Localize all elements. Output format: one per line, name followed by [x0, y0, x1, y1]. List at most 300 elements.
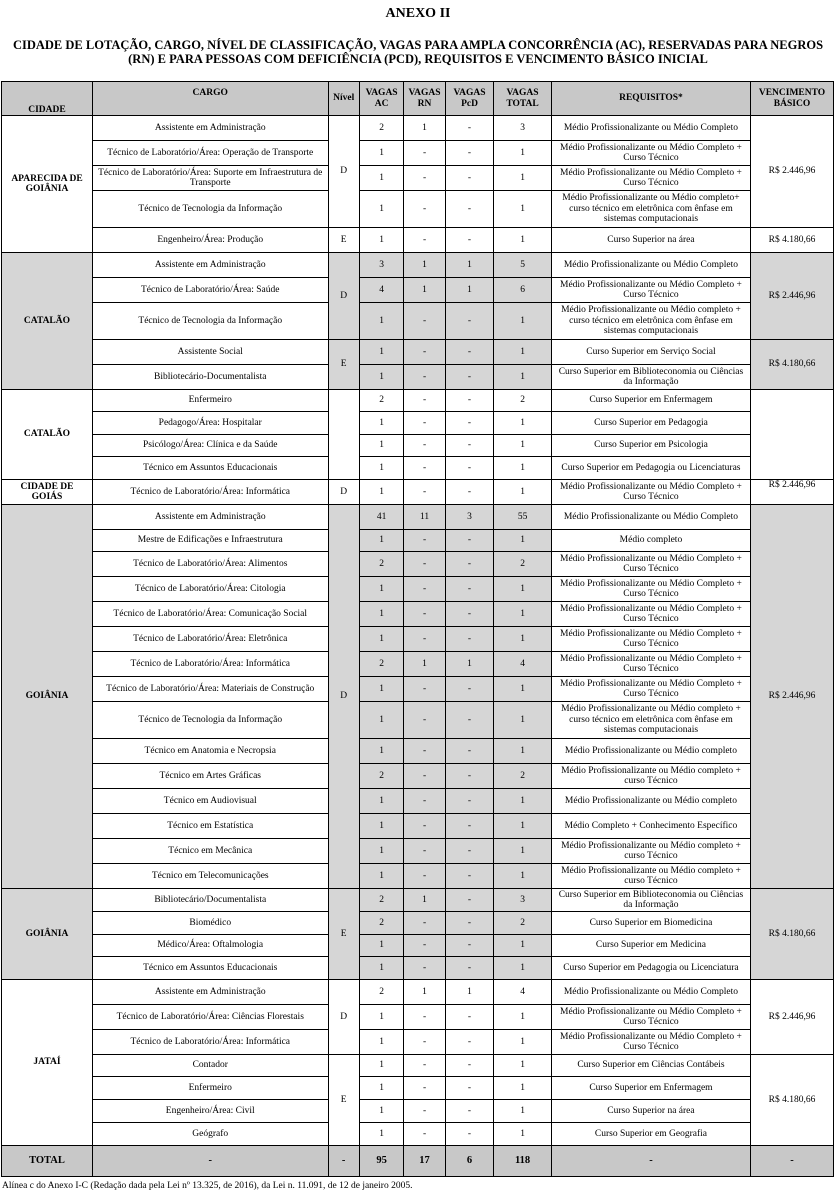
table-row	[2, 365, 834, 390]
vagas-rn-cell: -	[404, 228, 445, 253]
vagas-ac-cell: 1	[359, 814, 403, 839]
cargo-cell: Contador	[92, 1055, 328, 1077]
table-row	[2, 1123, 834, 1146]
city-cell: CATALÃO	[2, 390, 93, 480]
vagas-pcd-cell: -	[445, 789, 494, 814]
vagas-ac-cell: 2	[359, 390, 403, 412]
table-row	[2, 764, 834, 789]
cargo-cell: Técnico de Laboratório/Área: Alimentos	[92, 552, 328, 577]
vagas-ac-cell: 1	[359, 1055, 403, 1077]
vagas-pcd-cell: -	[445, 935, 494, 957]
vagas-total-cell: 1	[494, 814, 552, 839]
vagas-total-cell: 1	[494, 530, 552, 552]
header-cargo: CARGO	[92, 82, 328, 116]
vagas-ac-cell: 2	[359, 980, 403, 1005]
requisitos-cell: Médio Profissionalizante ou Médio completo+ curso técnico em eletrônica com ênfase em sistemas computacionais	[551, 191, 750, 228]
total-vencimento: -	[751, 1146, 834, 1177]
vagas-pcd-cell: -	[445, 889, 494, 912]
requisitos-cell: Médio Profissionalizante ou Médio Completo + Curso Técnico	[551, 1030, 750, 1055]
cargo-cell: Médico/Área: Oftalmologia	[92, 935, 328, 957]
table-row	[2, 253, 834, 278]
vagas-total-cell: 1	[494, 303, 552, 340]
table-row	[2, 505, 834, 530]
vagas-total-cell: 1	[494, 957, 552, 980]
vagas-total-cell: 4	[494, 980, 552, 1005]
cargo-cell: Pedagogo/Área: Hospitalar	[92, 412, 328, 435]
vagas-ac-cell: 1	[359, 1005, 403, 1030]
cargo-cell: Engenheiro/Área: Produção	[92, 228, 328, 253]
requisitos-cell: Médio Profissionalizante ou Médio Completo + Curso Técnico	[551, 278, 750, 303]
city-cell: CATALÃO	[2, 253, 93, 390]
requisitos-cell: Curso Superior em Pedagogia	[551, 412, 750, 435]
vencimento-cell: R$ 2.446,96	[751, 980, 834, 1055]
requisitos-cell: Médio Profissionalizante ou Médio completo + curso Técnico	[551, 839, 750, 864]
cargo-cell: Mestre de Edificações e Infraestrutura	[92, 530, 328, 552]
nivel-cell: D	[328, 505, 359, 889]
total-nivel: -	[328, 1146, 359, 1177]
vagas-rn-cell: -	[404, 1123, 445, 1146]
vagas-ac-cell: 1	[359, 789, 403, 814]
requisitos-cell: Médio Profissionalizante ou Médio Completo + Curso Técnico	[551, 627, 750, 652]
cargo-cell: Assistente em Administração	[92, 505, 328, 530]
nivel-cell: D	[328, 116, 359, 228]
cargo-cell: Técnico de Laboratório/Área: Ciências Florestais	[92, 1005, 328, 1030]
city-cell: CIDADE DE GOIÁS	[2, 480, 93, 505]
nivel-cell: D	[328, 980, 359, 1055]
vagas-pcd-cell: -	[445, 228, 494, 253]
cargo-cell: Enfermeiro	[92, 1077, 328, 1100]
vagas-pcd-cell: -	[445, 1100, 494, 1123]
requisitos-cell: Médio Completo + Conhecimento Específico	[551, 814, 750, 839]
table-row	[2, 739, 834, 764]
vencimento-cell: R$ 2.446,96	[751, 116, 834, 228]
vagas-total-cell: 1	[494, 627, 552, 652]
vagas-ac-cell: 1	[359, 864, 403, 889]
vagas-ac-cell: 1	[359, 1100, 403, 1123]
vagas-pcd-cell: -	[445, 1077, 494, 1100]
vagas-ac-cell: 1	[359, 602, 403, 627]
vagas-total-cell: 1	[494, 839, 552, 864]
vagas-total-cell: 3	[494, 889, 552, 912]
vagas-ac-cell: 1	[359, 1030, 403, 1055]
vagas-total-cell: 6	[494, 278, 552, 303]
cargo-cell: Geógrafo	[92, 1123, 328, 1146]
vagas-rn-cell: -	[404, 839, 445, 864]
table-row	[2, 652, 834, 677]
vagas-rn-cell: -	[404, 166, 445, 191]
vagas-rn-cell: -	[404, 677, 445, 702]
vagas-rn-cell: -	[404, 577, 445, 602]
vagas-pcd-cell: -	[445, 912, 494, 935]
vagas-total-cell: 1	[494, 702, 552, 739]
vagas-rn-cell: -	[404, 912, 445, 935]
cargo-cell: Técnico em Audiovisual	[92, 789, 328, 814]
requisitos-cell: Médio completo	[551, 530, 750, 552]
vencimento-cell: R$ 2.446,96	[751, 253, 834, 340]
vagas-pcd-cell: -	[445, 1030, 494, 1055]
vagas-total-cell: 1	[494, 365, 552, 390]
requisitos-cell: Curso Superior em Serviço Social	[551, 340, 750, 365]
requisitos-cell: Médio Profissionalizante ou Médio completo	[551, 789, 750, 814]
vagas-pcd-cell: -	[445, 839, 494, 864]
table-row	[2, 390, 834, 412]
vagas-total-cell: 1	[494, 1055, 552, 1077]
vagas-rn-cell: -	[404, 1100, 445, 1123]
requisitos-cell: Curso Superior em Ciências Contábeis	[551, 1055, 750, 1077]
header-nivel: Nível	[328, 82, 359, 116]
vagas-ac-cell: 1	[359, 739, 403, 764]
cargo-cell: Assistente em Administração	[92, 253, 328, 278]
vagas-ac-cell: 1	[359, 935, 403, 957]
vagas-rn-cell: -	[404, 435, 445, 457]
vagas-pcd-cell: -	[445, 627, 494, 652]
cargo-cell: Técnico de Tecnologia da Informação	[92, 191, 328, 228]
vagas-rn-cell: -	[404, 552, 445, 577]
cargo-cell: Enfermeiro	[92, 390, 328, 412]
cargo-cell: Assistente em Administração	[92, 116, 328, 141]
requisitos-cell: Médio Profissionalizante ou Médio Completo + Curso Técnico	[551, 577, 750, 602]
vagas-ac-cell: 1	[359, 957, 403, 980]
table-row	[2, 912, 834, 935]
vagas-total-cell: 1	[494, 789, 552, 814]
vagas-rn-cell: 11	[404, 505, 445, 530]
table-row	[2, 864, 834, 889]
vagas-total-cell: 1	[494, 435, 552, 457]
vagas-ac-cell: 1	[359, 166, 403, 191]
table-row	[2, 602, 834, 627]
vagas-pcd-cell: -	[445, 957, 494, 980]
vagas-total-cell: 1	[494, 577, 552, 602]
cargo-cell: Técnico de Laboratório/Área: Operação de Transporte	[92, 141, 328, 166]
vagas-total-cell: 1	[494, 1030, 552, 1055]
cargo-cell: Técnico de Tecnologia da Informação	[92, 702, 328, 739]
cargo-cell: Técnico em Telecomunicações	[92, 864, 328, 889]
requisitos-cell: Curso Superior na área	[551, 228, 750, 253]
vagas-total-cell: 1	[494, 457, 552, 480]
table-row	[2, 789, 834, 814]
vagas-ac-cell: 2	[359, 116, 403, 141]
header-requisitos: REQUISITOS*	[551, 82, 750, 116]
vagas-ac-cell: 1	[359, 141, 403, 166]
vagas-total-cell: 1	[494, 340, 552, 365]
vagas-total-cell: 1	[494, 141, 552, 166]
requisitos-cell: Médio Profissionalizante ou Médio Completo + Curso Técnico	[551, 166, 750, 191]
vagas-rn-cell: -	[404, 739, 445, 764]
requisitos-cell: Médio Profissionalizante ou Médio completo + curso Técnico	[551, 764, 750, 789]
vagas-ac-cell: 1	[359, 1077, 403, 1100]
total-label: TOTAL	[2, 1146, 93, 1177]
vagas-rn-cell: -	[404, 627, 445, 652]
vagas-pcd-cell: -	[445, 303, 494, 340]
requisitos-cell: Médio Profissionalizante ou Médio completo	[551, 739, 750, 764]
table-row	[2, 627, 834, 652]
vagas-rn-cell: -	[404, 864, 445, 889]
vagas-pcd-cell: -	[445, 1005, 494, 1030]
vagas-total-cell: 1	[494, 1077, 552, 1100]
table-row	[2, 980, 834, 1005]
vencimento-cell: R$ 4.180,66	[751, 228, 834, 253]
vagas-total-cell: 1	[494, 1100, 552, 1123]
vagas-ac-cell: 1	[359, 412, 403, 435]
vagas-rn-cell: 1	[404, 980, 445, 1005]
requisitos-cell: Curso Superior na área	[551, 1100, 750, 1123]
vagas-total-cell: 1	[494, 1123, 552, 1146]
vagas-pcd-cell: 1	[445, 980, 494, 1005]
vagas-total-cell: 2	[494, 552, 552, 577]
vagas-total-cell: 1	[494, 677, 552, 702]
vagas-pcd-cell: -	[445, 365, 494, 390]
vagas-pcd-cell: -	[445, 435, 494, 457]
cargo-cell: Bibliotecário/Documentalista	[92, 889, 328, 912]
cargo-cell: Técnico de Laboratório/Área: Saúde	[92, 278, 328, 303]
table-row	[2, 577, 834, 602]
vagas-total-cell: 1	[494, 480, 552, 505]
vagas-rn-cell: -	[404, 457, 445, 480]
vagas-rn-cell: -	[404, 303, 445, 340]
vagas-rn-cell: -	[404, 340, 445, 365]
table-row	[2, 1055, 834, 1077]
table-row	[2, 228, 834, 253]
vagas-total-cell: 1	[494, 864, 552, 889]
cargo-cell: Técnico de Laboratório/Área: Materiais de Construção	[92, 677, 328, 702]
vagas-pcd-cell: -	[445, 340, 494, 365]
cargo-cell: Bibliotecário-Documentalista	[92, 365, 328, 390]
requisitos-cell: Médio Profissionalizante ou Médio Completo + Curso Técnico	[551, 602, 750, 627]
table-row	[2, 1077, 834, 1100]
total-row	[2, 1146, 834, 1177]
table-row	[2, 1005, 834, 1030]
nivel-cell: E	[328, 1055, 359, 1146]
cargo-cell: Assistente Social	[92, 340, 328, 365]
vagas-rn-cell: 1	[404, 278, 445, 303]
vagas-ac-cell: 1	[359, 577, 403, 602]
vagas-ac-cell: 2	[359, 889, 403, 912]
vagas-pcd-cell: 3	[445, 505, 494, 530]
vagas-total-cell: 55	[494, 505, 552, 530]
footnote: Alínea c do Anexo I-C (Redação dada pela Lei nº 13.325, de 2016), da Lei n. 11.091, de 12 de janeiro 2005.	[2, 1181, 413, 1191]
nivel-cell: D	[328, 480, 359, 505]
requisitos-cell: Médio Profissionalizante ou Médio Completo	[551, 116, 750, 141]
requisitos-cell: Curso Superior em Enfermagem	[551, 390, 750, 412]
vagas-ac-cell: 1	[359, 228, 403, 253]
requisitos-cell: Médio Profissionalizante ou Médio Completo	[551, 505, 750, 530]
requisitos-cell: Médio Profissionalizante ou Médio Completo + Curso Técnico	[551, 1005, 750, 1030]
requisitos-cell: Curso Superior em Biomedicina	[551, 912, 750, 935]
vacancy-table	[1, 81, 834, 1177]
requisitos-cell: Médio Profissionalizante ou Médio Completo + Curso Técnico	[551, 652, 750, 677]
vagas-pcd-cell: -	[445, 602, 494, 627]
vagas-ac-cell: 1	[359, 303, 403, 340]
requisitos-cell: Médio Profissionalizante ou Médio Completo + Curso Técnico	[551, 480, 750, 505]
vagas-pcd-cell: -	[445, 166, 494, 191]
table-row	[2, 935, 834, 957]
vagas-total-cell: 1	[494, 412, 552, 435]
vagas-pcd-cell: -	[445, 814, 494, 839]
vagas-pcd-cell: -	[445, 1055, 494, 1077]
vagas-total-cell: 1	[494, 1005, 552, 1030]
vencimento-cell: R$ 4.180,66	[751, 340, 834, 390]
vencimento-cell: R$ 4.180,66	[751, 889, 834, 980]
vagas-ac-cell: 1	[359, 530, 403, 552]
vagas-pcd-cell: -	[445, 412, 494, 435]
vagas-pcd-cell: -	[445, 116, 494, 141]
vencimento-cell	[751, 390, 834, 480]
vagas-ac-cell: 2	[359, 764, 403, 789]
vagas-total-cell: 2	[494, 764, 552, 789]
cargo-cell: Técnico de Laboratório/Área: Eletrônica	[92, 627, 328, 652]
cargo-cell: Técnico de Laboratório/Área: Citologia	[92, 577, 328, 602]
cargo-cell: Psicólogo/Área: Clínica e da Saúde	[92, 435, 328, 457]
vagas-ac-cell: 1	[359, 1123, 403, 1146]
requisitos-cell: Médio Profissionalizante ou Médio Completo + Curso Técnico	[551, 141, 750, 166]
vagas-ac-cell: 1	[359, 839, 403, 864]
vagas-pcd-cell: 1	[445, 253, 494, 278]
table-row	[2, 839, 834, 864]
vagas-pcd-cell: -	[445, 577, 494, 602]
vagas-pcd-cell: 1	[445, 652, 494, 677]
header-vagas-rn: VAGAS RN	[404, 82, 445, 116]
requisitos-cell: Médio Profissionalizante ou Médio Completo + Curso Técnico	[551, 677, 750, 702]
vagas-rn-cell: -	[404, 412, 445, 435]
vagas-rn-cell: -	[404, 390, 445, 412]
cargo-cell: Engenheiro/Área: Civil	[92, 1100, 328, 1123]
vagas-pcd-cell: -	[445, 191, 494, 228]
vagas-rn-cell: -	[404, 764, 445, 789]
table-row	[2, 1030, 834, 1055]
nivel-cell	[328, 390, 359, 480]
cargo-cell: Técnico em Mecânica	[92, 839, 328, 864]
vencimento-cell: R$ 4.180,66	[751, 1055, 834, 1146]
vagas-rn-cell: -	[404, 530, 445, 552]
vagas-rn-cell: -	[404, 191, 445, 228]
page-title: ANEXO II	[385, 6, 451, 21]
vagas-ac-cell: 1	[359, 365, 403, 390]
vagas-total-cell: 1	[494, 191, 552, 228]
vagas-rn-cell: -	[404, 957, 445, 980]
vagas-rn-cell: -	[404, 814, 445, 839]
total-total: 118	[494, 1146, 552, 1177]
vagas-ac-cell: 2	[359, 552, 403, 577]
vagas-rn-cell: -	[404, 1030, 445, 1055]
table-row	[2, 435, 834, 457]
vagas-rn-cell: 1	[404, 116, 445, 141]
vagas-rn-cell: -	[404, 702, 445, 739]
requisitos-cell: Curso Superior em Enfermagem	[551, 1077, 750, 1100]
vagas-total-cell: 1	[494, 935, 552, 957]
vagas-pcd-cell: -	[445, 390, 494, 412]
total-ac: 95	[359, 1146, 403, 1177]
vagas-rn-cell: -	[404, 1077, 445, 1100]
cargo-cell: Técnico em Estatística	[92, 814, 328, 839]
cargo-cell: Assistente em Administração	[92, 980, 328, 1005]
nivel-cell: E	[328, 228, 359, 253]
vagas-ac-cell: 3	[359, 253, 403, 278]
vagas-total-cell: 1	[494, 166, 552, 191]
city-cell: GOIÂNIA	[2, 505, 93, 889]
table-row	[2, 116, 834, 141]
cargo-cell: Técnico de Laboratório/Área: Suporte em Infraestrutura de Transporte	[92, 166, 328, 191]
table-row	[2, 957, 834, 980]
table-row	[2, 141, 834, 166]
requisitos-cell: Curso Superior em Pedagogia ou Licenciatura	[551, 957, 750, 980]
table-header-row	[2, 82, 834, 116]
vagas-rn-cell: 1	[404, 253, 445, 278]
header-vagas-pcd: VAGAS PcD	[445, 82, 494, 116]
cargo-cell: Técnico em Artes Gráficas	[92, 764, 328, 789]
city-cell: JATAÍ	[2, 980, 93, 1146]
total-requisitos: -	[551, 1146, 750, 1177]
vagas-ac-cell: 2	[359, 652, 403, 677]
total-rn: 17	[404, 1146, 445, 1177]
requisitos-cell: Médio Profissionalizante ou Médio Completo	[551, 980, 750, 1005]
requisitos-cell: Médio Profissionalizante ou Médio Completo + Curso Técnico	[551, 552, 750, 577]
vagas-ac-cell: 1	[359, 702, 403, 739]
vagas-pcd-cell: -	[445, 530, 494, 552]
requisitos-cell: Curso Superior em Biblioteconomia ou Ciências da Informação	[551, 889, 750, 912]
vagas-rn-cell: -	[404, 365, 445, 390]
vagas-pcd-cell: -	[445, 457, 494, 480]
vagas-pcd-cell: -	[445, 141, 494, 166]
vagas-ac-cell: 1	[359, 435, 403, 457]
requisitos-cell: Médio Profissionalizante ou Médio completo + curso técnico em eletrônica com ênfase em sistemas computacionais	[551, 702, 750, 739]
requisitos-cell: Curso Superior em Biblioteconomia ou Ciências da Informação	[551, 365, 750, 390]
city-cell: APARECIDA DE GOIÂNIA	[2, 116, 93, 253]
requisitos-cell: Médio Profissionalizante ou Médio Completo	[551, 253, 750, 278]
table-row	[2, 677, 834, 702]
table-row	[2, 303, 834, 340]
vagas-pcd-cell: -	[445, 739, 494, 764]
vagas-pcd-cell: -	[445, 480, 494, 505]
vagas-total-cell: 2	[494, 390, 552, 412]
cargo-cell: Técnico de Tecnologia da Informação	[92, 303, 328, 340]
cargo-cell: Técnico em Anatomia e Necropsia	[92, 739, 328, 764]
table-row	[2, 552, 834, 577]
total-cargo: -	[92, 1146, 328, 1177]
vagas-rn-cell: -	[404, 1005, 445, 1030]
table-row	[2, 702, 834, 739]
total-pcd: 6	[445, 1146, 494, 1177]
vagas-pcd-cell: -	[445, 702, 494, 739]
cargo-cell: Técnico de Laboratório/Área: Comunicação Social	[92, 602, 328, 627]
vagas-rn-cell: -	[404, 1055, 445, 1077]
requisitos-cell: Médio Profissionalizante ou Médio completo + curso Técnico	[551, 864, 750, 889]
vagas-ac-cell: 4	[359, 278, 403, 303]
table-row	[2, 1100, 834, 1123]
table-row	[2, 340, 834, 365]
header-vagas-ac: VAGAS AC	[359, 82, 403, 116]
vagas-ac-cell: 1	[359, 340, 403, 365]
cargo-cell: Técnico em Assuntos Educacionais	[92, 957, 328, 980]
vagas-rn-cell: -	[404, 935, 445, 957]
requisitos-cell: Curso Superior em Psicologia	[551, 435, 750, 457]
vagas-total-cell: 3	[494, 116, 552, 141]
vagas-ac-cell: 1	[359, 457, 403, 480]
vagas-total-cell: 1	[494, 739, 552, 764]
cargo-cell: Técnico de Laboratório/Área: Informática	[92, 480, 328, 505]
nivel-cell: E	[328, 889, 359, 980]
cargo-cell: Técnico de Laboratório/Área: Informática	[92, 652, 328, 677]
page-subtitle: CIDADE DE LOTAÇÃO, CARGO, NÍVEL DE CLASSIFICAÇÃO, VAGAS PARA AMPLA CONCORRÊNCIA (AC), RESERVADAS PARA NEGROS (RN) E PARA PESSOAS COM DEFICIÊNCIA (PCD), REQUISITOS E VENCIMENTO BÁSICO INICIAL	[12, 38, 824, 66]
vagas-pcd-cell: -	[445, 552, 494, 577]
header-vagas-total: VAGAS TOTAL	[494, 82, 552, 116]
table-row	[2, 412, 834, 435]
vagas-rn-cell: -	[404, 789, 445, 814]
vagas-rn-cell: -	[404, 602, 445, 627]
cargo-cell: Biomédico	[92, 912, 328, 935]
table-row	[2, 530, 834, 552]
vencimento-cell: R$ 2.446,96	[751, 505, 834, 889]
table-row	[2, 457, 834, 480]
